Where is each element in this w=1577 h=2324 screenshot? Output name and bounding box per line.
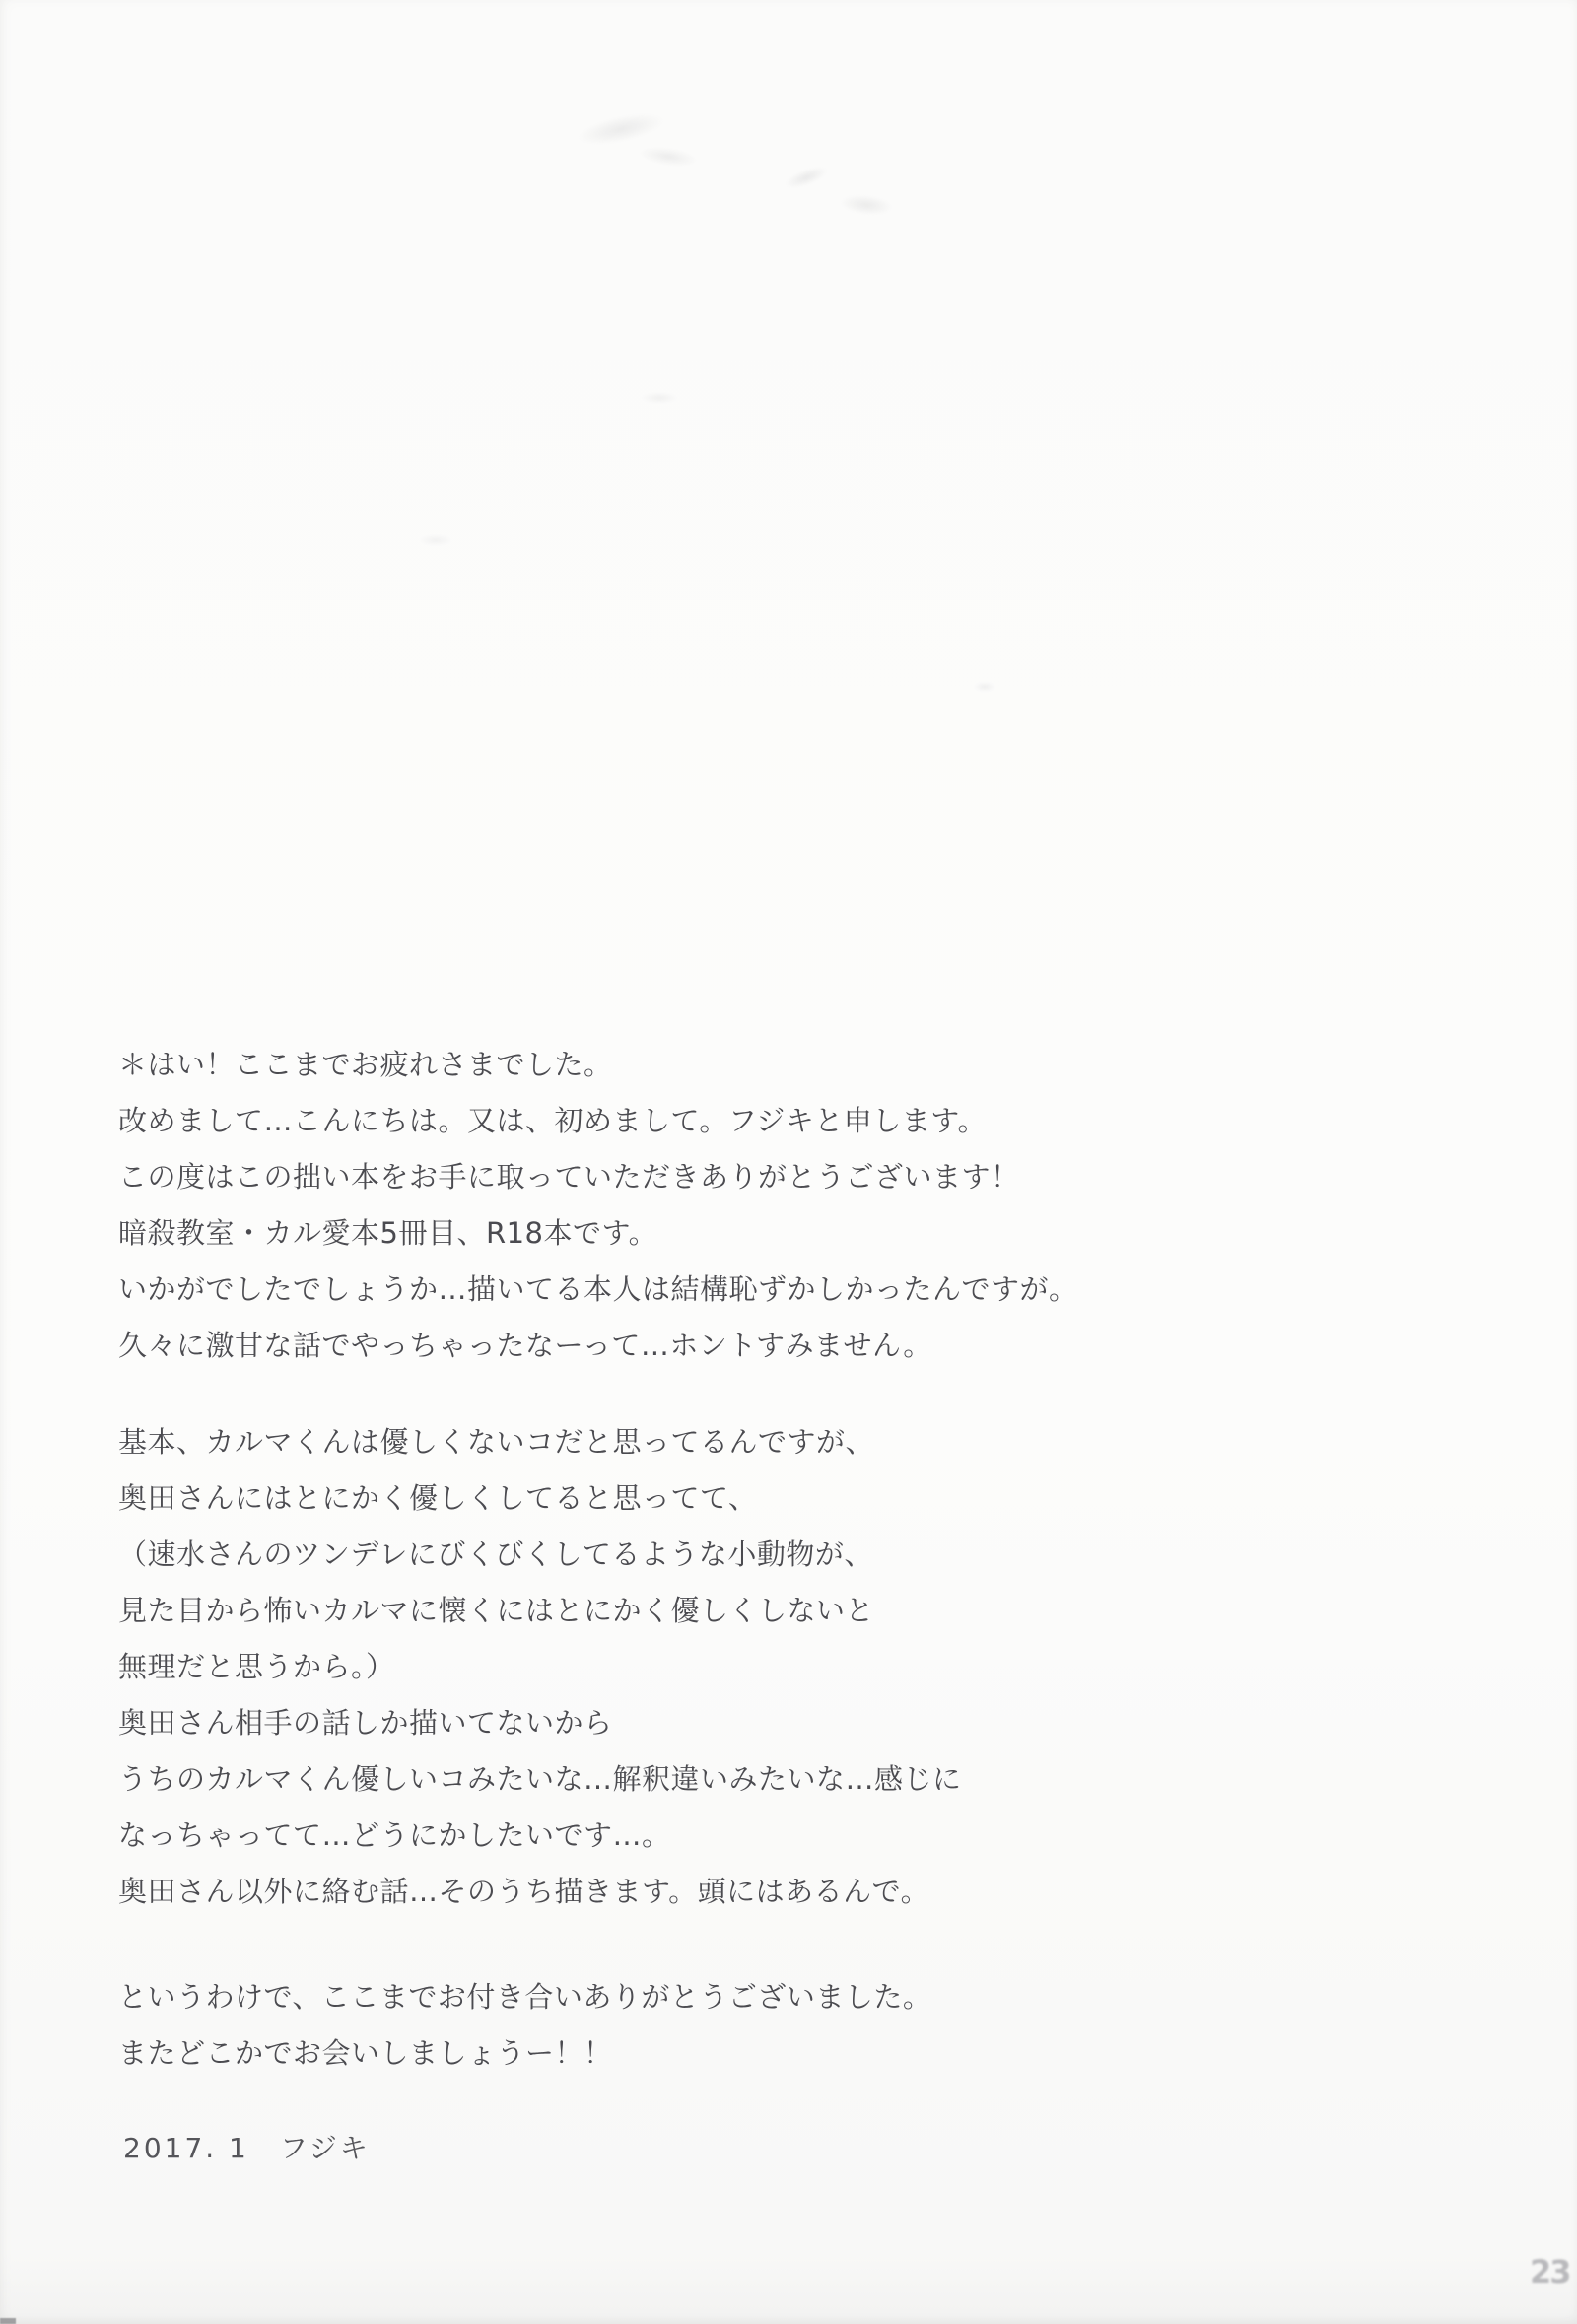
scan-corner-mark — [0, 2318, 16, 2324]
afterword-line: 基本、カルマくんは優しくないコだと思ってるんですが、 — [118, 1425, 875, 1459]
afterword-line: この度はこの拙い本をお手に取っていただきありがとうございます！ — [118, 1160, 1020, 1194]
afterword-line: 奥田さんにはとにかく優しくしてると思ってて、 — [118, 1481, 758, 1515]
date-signature: 2017. 1 フジキ — [123, 2132, 371, 2164]
afterword-line: 見た目から怖いカルマに懐くにはとにかく優しくしないと — [118, 1594, 875, 1627]
scan-smudge — [419, 534, 452, 546]
page-number: 23 — [1530, 2253, 1570, 2290]
afterword-line: ＊はい！ここまでお疲れさまでした。 — [118, 1048, 613, 1081]
afterword-text-block — [118, 1037, 1301, 2082]
scan-smudge — [641, 392, 678, 404]
afterword-line: いかがでしたでしょうか…描いてる本人は結構恥ずかしかったんですが。 — [118, 1272, 1078, 1306]
afterword-line: というわけで、ここまでお付き合いありがとうございました。 — [118, 1980, 932, 2014]
afterword-line: またどこかでお会いしましょうー！！ — [118, 2036, 613, 2070]
afterword-paragraph-greeting — [118, 1037, 1301, 1374]
scan-smudge — [575, 107, 666, 151]
afterword-line: なっちゃってて…どうにかしたいです…。 — [118, 1818, 671, 1852]
scan-smudge — [783, 163, 831, 193]
afterword-line: （速水さんのツンデレにびくびくしてるような小動物が、 — [118, 1538, 873, 1571]
afterword-paragraph-closing — [118, 1969, 1301, 2082]
afterword-line: うちのカルマくん優しいコみたいな…解釈違いみたいな…感じに — [118, 1762, 962, 1796]
afterword-paragraph-commentary — [118, 1414, 1301, 1920]
afterword-line: 久々に激甘な話でやっちゃったなーって…ホントすみません。 — [118, 1329, 932, 1362]
afterword-line: 暗殺教室・カル愛本5冊目、R18本です。 — [118, 1216, 658, 1250]
scan-smudge — [638, 144, 699, 170]
scan-smudge — [839, 192, 894, 218]
afterword-line: 奥田さん以外に絡む話…そのうち描きます。頭にはあるんで。 — [118, 1875, 930, 1908]
scan-smudge — [974, 682, 995, 692]
afterword-line: 改めまして…こんにちは。又は、初めまして。フジキと申します。 — [118, 1104, 987, 1137]
afterword-line: 無理だと思うから。） — [118, 1650, 395, 1683]
afterword-line: 奥田さん相手の話しか描いてないから — [118, 1706, 613, 1740]
